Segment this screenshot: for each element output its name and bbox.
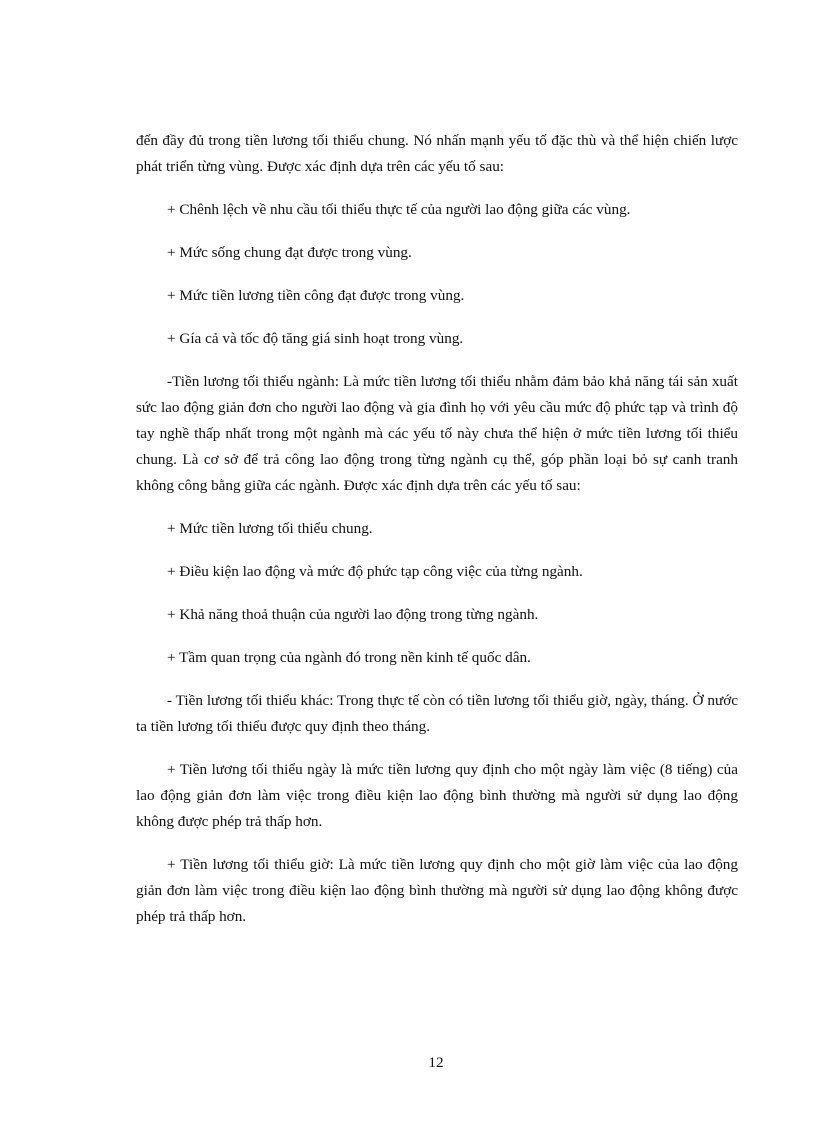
page-number: 12 — [428, 1054, 444, 1071]
paragraph-bullet-industry-importance: + Tầm quan trọng của ngành đó trong nền kinh tế quốc dân. — [167, 649, 531, 666]
paragraph-bullet-working-conditions: + Điều kiện lao động và mức độ phức tạp công việc của từng ngành. — [167, 563, 583, 580]
paragraph-bullet-wage-level: + Mức tiền lương tiền công đạt được trong vùng. — [167, 287, 465, 304]
paragraph-bullet-regional-gap: + Chênh lệch về nhu cầu tối thiểu thực tế của người lao động giữa các vùng. — [167, 201, 631, 218]
paragraph-other-minimum-wage: - Tiền lương tối thiểu khác: Trong thực tế còn có tiền lương tối thiểu giờ, ngày, tháng. Ở nước ta tiền lương tối thiểu được quy định theo tháng. — [136, 692, 738, 735]
paragraph-industry-minimum-wage: -Tiền lương tối thiểu ngành: Là mức tiền lương tối thiểu nhằm đảm bảo khả năng tái sản xuất sức lao động giản đơn cho người lao động và gia đình họ với yêu cầu mức độ phức tạp và trình độ tay nghề thấp nhất trong một ngành mà các yếu tố này chưa thể hiện ở mức tiền lương tối thiểu chung. Là cơ sở để trả công lao động trong từng ngành cụ thể, góp phần loại bỏ sự canh tranh không công bằng giữa các ngành. Được xác định dựa trên các yếu tố sau: — [136, 373, 738, 494]
paragraph-daily-minimum-wage: + Tiền lương tối thiểu ngày là mức tiền lương quy định cho một ngày làm việc (8 tiếng) của lao động giản đơn làm việc trong điều kiện lao động bình thường mà người sử dụng lao động không được phép trả thấp hơn. — [136, 761, 738, 830]
page-body — [136, 128, 738, 930]
paragraph-bullet-living-standard: + Mức sống chung đạt được trong vùng. — [167, 244, 412, 261]
paragraph-bullet-negotiation: + Khả năng thoả thuận của người lao động trong từng ngành. — [167, 606, 539, 623]
paragraph-hourly-minimum-wage: + Tiền lương tối thiểu giờ: Là mức tiền lương quy định cho một giờ làm việc của lao động giản đơn làm việc trong điều kiện lao động bình thường mà người sử dụng lao động không được phép trả thấp hơn. — [136, 856, 738, 925]
paragraph-bullet-general-minimum: + Mức tiền lương tối thiểu chung. — [167, 520, 373, 537]
paragraph-bullet-price-level: + Gía cả và tốc độ tăng giá sinh hoạt trong vùng. — [167, 330, 464, 347]
paragraph-continuation: đến đầy đủ trong tiền lương tối thiểu chung. Nó nhấn mạnh yếu tố đặc thù và thể hiện chiến lược phát triển từng vùng. Được xác định dựa trên các yếu tố sau: — [136, 132, 738, 175]
